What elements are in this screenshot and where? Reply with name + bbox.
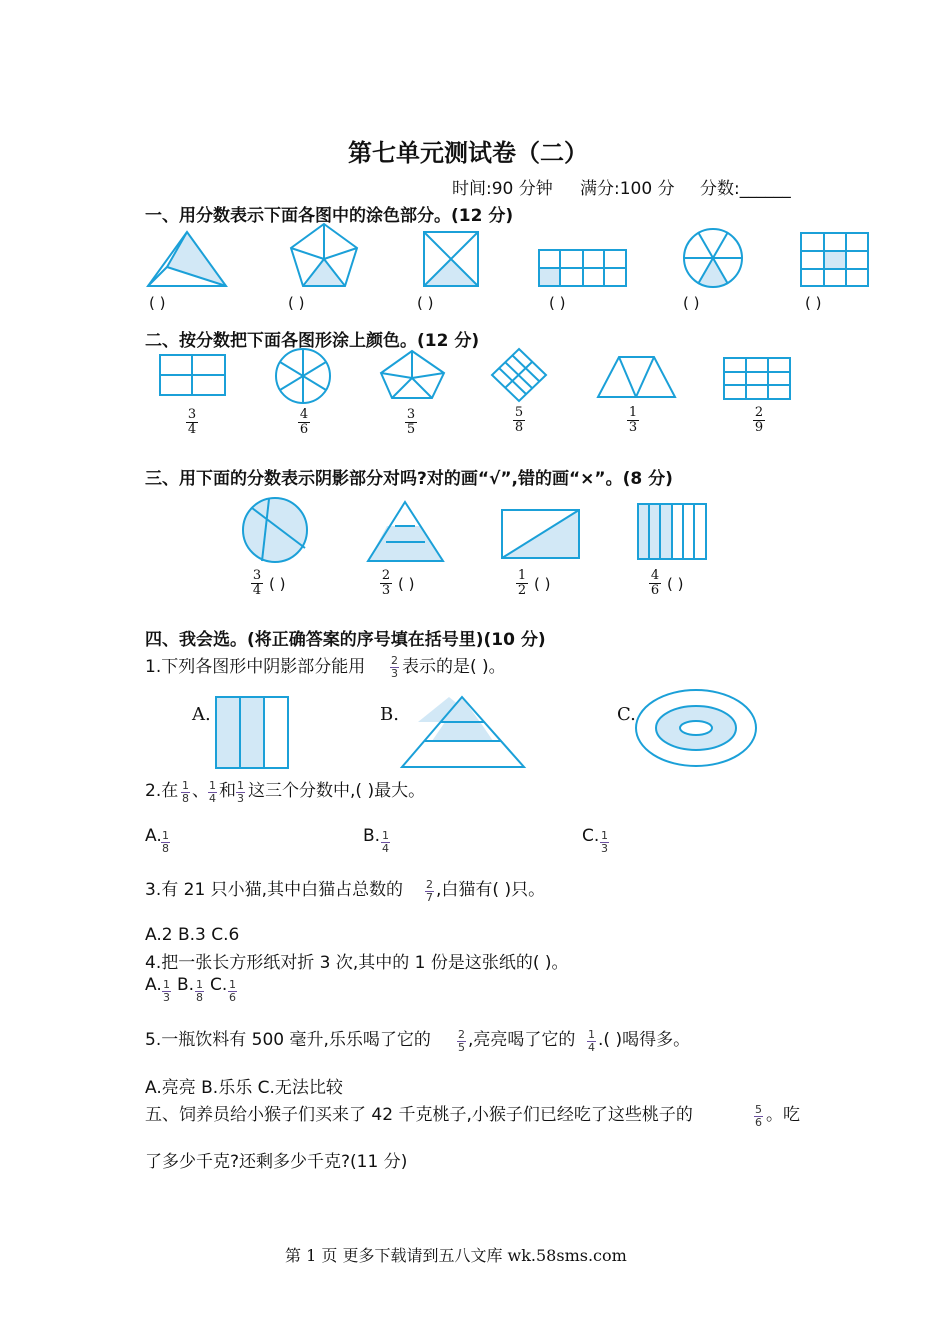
section-3-title: 三、用下面的分数表示阴影部分对吗?对的画“√”,错的画“×”。(8 分): [145, 469, 673, 489]
q4-option-c[interactable]: C.: [210, 975, 228, 995]
q3-options[interactable]: A.2 B.3 C.6: [145, 925, 240, 945]
section-2-title: 二、按分数把下面各图形涂上颜色。(12 分): [145, 331, 480, 351]
q5-text-b: ,亮亮喝了它的: [468, 1030, 576, 1050]
q4-option-b-fraction: 1 8: [196, 978, 203, 1004]
q1-fraction: 2 3: [391, 654, 398, 680]
q5-text-a: 5.一瓶饮料有 500 毫升,乐乐喝了它的: [145, 1030, 431, 1050]
s1-answer-blank[interactable]: ( ): [683, 294, 700, 312]
page-title: 第七单元测试卷（二）: [348, 138, 588, 167]
q5-fraction: 1 4: [588, 1028, 595, 1054]
s1-answer-blank[interactable]: ( ): [549, 294, 566, 312]
s2-fraction: 4 6: [299, 407, 309, 437]
exam-score-field[interactable]: 分数:______: [700, 179, 791, 199]
s2-fraction: 2 9: [754, 405, 764, 435]
section-4-title: 四、我会选。(将正确答案的序号填在括号里)(10 分): [145, 630, 546, 650]
s3-fraction: 2 3: [381, 568, 391, 598]
q2-option-c[interactable]: C.: [582, 826, 600, 846]
exam-full-score: 满分:100 分: [580, 179, 675, 199]
q1-option-label-a: A.: [192, 704, 211, 725]
q2-option-b-fraction: 1 4: [382, 829, 389, 855]
q2-option-b[interactable]: B.: [363, 826, 381, 846]
q1-text-b: 表示的是( )。: [402, 657, 506, 677]
section-5-title: 五、饲养员给小猴子们买来了 42 千克桃子,小猴子们已经吃了这些桃子的: [145, 1105, 693, 1125]
q1-option-b-figure: [402, 697, 524, 767]
q1-option-c-figure: [636, 690, 756, 766]
s3-answer-blank[interactable]: ( ): [534, 575, 551, 593]
q2-option-a-fraction: 1 8: [162, 829, 169, 855]
q2-fraction: 1 4: [209, 779, 216, 805]
s1-answer-blank[interactable]: ( ): [149, 294, 166, 312]
q2-fraction: 1 3: [237, 779, 244, 805]
q2-text-b: 这三个分数中,( )最大。: [248, 781, 426, 801]
q2-option-c-fraction: 1 3: [601, 829, 608, 855]
s2-fraction: 1 3: [628, 405, 638, 435]
q2-separator: 、: [192, 781, 209, 801]
section-1-title: 一、用分数表示下面各图中的涂色部分。(12 分): [145, 206, 514, 226]
q5-fraction: 2 5: [458, 1028, 465, 1054]
section-5-title-end: 。吃: [766, 1105, 800, 1125]
exam-time: 时间:90 分钟: [452, 179, 553, 199]
q2-text-a: 2.在: [145, 781, 179, 801]
s1-answer-blank[interactable]: ( ): [288, 294, 305, 312]
q1-text-a: 1.下列各图形中阴影部分能用: [145, 657, 366, 677]
q4-option-a[interactable]: A.: [145, 975, 162, 995]
q5-text-c: .( )喝得多。: [598, 1030, 691, 1050]
q3-fraction: 2 7: [426, 878, 433, 904]
s2-fraction: 5 8: [514, 405, 524, 435]
q4-option-c-fraction: 1 6: [229, 978, 236, 1004]
s3-answer-blank[interactable]: ( ): [398, 575, 415, 593]
q1-option-label-c: C.: [617, 704, 636, 725]
s3-fraction: 4 6: [650, 568, 660, 598]
q3-text-b: ,白猫有( )只。: [436, 880, 546, 900]
s3-answer-blank[interactable]: ( ): [269, 575, 286, 593]
s1-answer-blank[interactable]: ( ): [805, 294, 822, 312]
page-footer: 第 1 页 更多下载请到五八文库 wk.58sms.com: [285, 1246, 627, 1265]
q4-text: 4.把一张长方形纸对折 3 次,其中的 1 份是这张纸的( )。: [145, 953, 569, 973]
q2-option-a[interactable]: A.: [145, 826, 162, 846]
s5-fraction: 5 6: [755, 1103, 762, 1129]
q2-separator: 和: [219, 781, 236, 801]
s3-fraction: 3 4: [252, 568, 262, 598]
q1-option-a-figure: [216, 697, 288, 768]
q1-option-label-b: B.: [380, 704, 399, 725]
s2-fraction: 3 5: [406, 407, 416, 437]
q5-options[interactable]: A.亮亮 B.乐乐 C.无法比较: [145, 1078, 343, 1098]
s2-fraction: 3 4: [187, 407, 197, 437]
section-5-line-2: 了多少千克?还剩多少千克?(11 分): [145, 1152, 408, 1172]
q3-text-a: 3.有 21 只小猫,其中白猫占总数的: [145, 880, 404, 900]
q4-option-b[interactable]: B.: [177, 975, 195, 995]
s3-answer-blank[interactable]: ( ): [667, 575, 684, 593]
q4-option-a-fraction: 1 3: [163, 978, 170, 1004]
s1-answer-blank[interactable]: ( ): [417, 294, 434, 312]
s3-fraction: 1 2: [517, 568, 527, 598]
q2-fraction: 1 8: [182, 779, 189, 805]
